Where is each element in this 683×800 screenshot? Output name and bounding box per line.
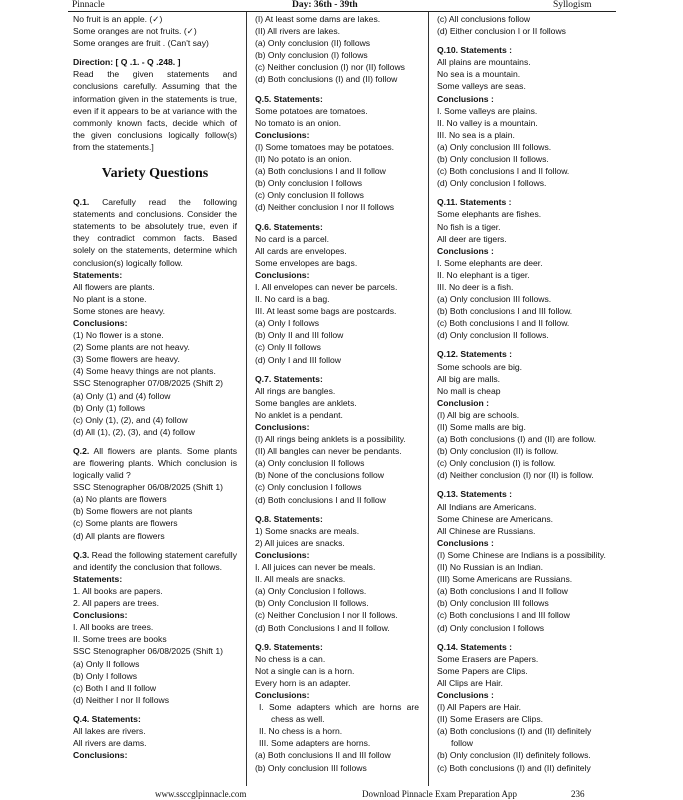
text-line: Some elephants are fishes. xyxy=(437,209,542,220)
option: (a) Both conclusions I and II follow xyxy=(437,586,568,597)
text-line: Some oranges are not fruits. (✓) xyxy=(73,26,197,37)
header-topic: Syllogism xyxy=(553,0,592,10)
text-line: Conclusions: xyxy=(255,269,310,280)
text-line: Some potatoes are tomatoes. xyxy=(255,105,368,116)
text-line: No sea is a mountain. xyxy=(437,69,521,80)
option: (d) All (1), (2), (3), and (4) follow xyxy=(73,426,195,437)
question-7-title: Q.7. Statements: xyxy=(255,373,323,384)
text-line: Conclusions : xyxy=(437,93,494,104)
text-line: All Indians are Americans. xyxy=(437,501,537,512)
column-3 xyxy=(437,13,606,774)
text-line: No fruit is an apple. (✓) xyxy=(73,14,163,24)
text-line: I. Some adapters which are horns are chess as well. xyxy=(259,702,419,725)
option: (d) Only I and III follow xyxy=(255,354,341,365)
text-line: Conclusions : xyxy=(437,689,494,700)
text-line: (II) No potato is an onion. xyxy=(255,154,352,165)
text-line: All cards are envelopes. xyxy=(255,245,347,256)
text-line: I. All juices can never be meals. xyxy=(255,562,376,573)
page-number: 236 xyxy=(571,789,585,799)
option: (c) Only conclusion (I) is follow. xyxy=(437,458,556,469)
text-line: Some schools are big. xyxy=(437,361,523,372)
column-1 xyxy=(73,13,237,761)
section-title: Variety Questions xyxy=(101,166,209,182)
option: (b) None of the conclusions follow xyxy=(255,470,384,481)
option: (d) Only conclusion II follows. xyxy=(437,330,549,341)
text-line: (3) Some flowers are heavy. xyxy=(73,354,180,365)
text-line: All flowers are plants. xyxy=(73,281,155,292)
option: (d) Only conclusion I follows xyxy=(437,622,544,633)
header-day-range: Day: 36th - 39th xyxy=(292,0,358,10)
option: (c) Neither Conclusion I nor II follows. xyxy=(255,610,398,621)
direction-label: Direction: [ Q .1. - Q .248. ] xyxy=(73,57,181,68)
text-line: Conclusions: xyxy=(73,750,128,761)
text-line: (II) Some malls are big. xyxy=(437,422,526,432)
text-line: All Chinese are Russians. xyxy=(437,525,536,536)
text-line: Conclusions: xyxy=(255,129,310,140)
question-14-title: Q.14. Statements : xyxy=(437,641,512,652)
question-3-prompt: Q.3. Read the following statement carefully and identify the conclusion that follows. xyxy=(73,549,238,572)
text-line: 2) All juices are snacks. xyxy=(255,537,345,548)
text-line: (II) No Russian is an Indian. xyxy=(437,562,544,573)
text-line: Some oranges are fruit . (Can't say) xyxy=(73,38,209,49)
option: (d) All plants are flowers xyxy=(73,530,165,541)
option: (c) All conclusions follow xyxy=(437,14,531,24)
text-line: Conclusions: xyxy=(73,317,128,328)
text-line: 2. All papers are trees. xyxy=(73,598,159,609)
option: (b) Only conclusion II follows. xyxy=(437,154,549,165)
option: (a) Both conclusions II and III follow xyxy=(255,750,391,761)
text-line: Not a single can is a horn. xyxy=(255,665,355,676)
text-line: Some Chinese are Americans. xyxy=(437,513,554,524)
column-divider-1 xyxy=(246,12,247,786)
column-divider-2 xyxy=(428,12,429,786)
footer-app-promo: Download Pinnacle Exam Preparation App xyxy=(362,789,517,799)
text-line: III. Some adapters are horns. xyxy=(259,738,371,749)
option: (d) Only conclusion I follows. xyxy=(437,178,547,189)
option: (b) Only Conclusion II follows. xyxy=(255,598,369,609)
text-line: No card is a parcel. xyxy=(255,233,330,244)
column-2 xyxy=(255,13,419,774)
text-line: Some bangles are anklets. xyxy=(255,397,357,408)
text-line: I. All envelopes can never be parcels. xyxy=(255,281,398,292)
option: (b) Only (1) follows xyxy=(73,402,146,413)
text-line: All plains are mountains. xyxy=(437,57,531,68)
text-line: I. All books are trees. xyxy=(73,622,154,633)
header-rule xyxy=(68,11,616,12)
option: (c) Only conclusion II follows xyxy=(255,190,364,201)
text-line: (II) All bangles can never be pendants. xyxy=(255,446,402,457)
text-line: (I) All rings being anklets is a possibility. xyxy=(255,434,406,445)
text-line: Statements: xyxy=(73,269,123,280)
text-line: (1) No flower is a stone. xyxy=(73,330,164,341)
question-9-title: Q.9. Statements: xyxy=(255,641,323,652)
text-line: Every horn is an adapter. xyxy=(255,677,351,688)
text-line: III. No sea is a plain. xyxy=(437,129,515,140)
text-line: Some Erasers are Papers. xyxy=(437,653,539,664)
option: (b) Only conclusion III follows xyxy=(437,598,549,609)
text-line: II. All meals are snacks. xyxy=(255,574,346,585)
text-line: (4) Some heavy things are not plants. xyxy=(73,366,216,377)
option: (a) No plants are flowers xyxy=(73,494,167,505)
option: (a) Both conclusions (I) and (II) definitely follow xyxy=(437,726,592,749)
option: (c) Neither conclusion (I) nor (II) follows xyxy=(255,62,405,73)
question-10-title: Q.10. Statements : xyxy=(437,45,512,56)
option: (a) Only II follows xyxy=(73,658,140,669)
text-line: SSC Stenographer 06/08/2025 (Shift 1) xyxy=(73,646,224,657)
text-line: (I) All Papers are Hair. xyxy=(437,702,522,713)
option: (b) Only conclusion (II) definitely follows. xyxy=(437,750,591,761)
option: (b) Only conclusion I follows xyxy=(255,178,362,189)
text-line: III. No deer is a fish. xyxy=(437,281,514,292)
text-line: All rivers are dams. xyxy=(73,738,147,749)
page-footer xyxy=(0,788,683,800)
option: (d) Neither conclusion I nor II follows xyxy=(255,202,394,213)
question-13-title: Q.13. Statements : xyxy=(437,489,512,500)
text-line: I. Some valleys are plains. xyxy=(437,105,538,116)
option: (d) Neither conclusion (I) nor (II) is follow. xyxy=(437,470,594,481)
option: (a) Only (1) and (4) follow xyxy=(73,390,171,401)
text-line: No tomato is an onion. xyxy=(255,117,341,128)
option: (b) Some flowers are not plants xyxy=(73,506,193,517)
text-line: 1. All books are papers. xyxy=(73,585,163,596)
text-line: (I) Some Chinese are Indians is a possibility. xyxy=(437,549,606,560)
text-line: All deer are tigers. xyxy=(437,233,507,244)
option: (a) Only conclusion II follows xyxy=(255,458,365,469)
option: (a) Both conclusions (I) and (II) are follow. xyxy=(437,434,597,445)
text-line: (2) Some plants are not heavy. xyxy=(73,342,190,353)
text-line: 1) Some snacks are meals. xyxy=(255,525,360,536)
text-line: II. No card is a bag. xyxy=(255,294,330,305)
direction-text: Read the given statements and conclusions carefully. Assuming that the information given in the statements is true, even if it appears to be at variance with the commonly known facts, decide which of the given conclusions logically follow(s) from the statements.] xyxy=(73,69,237,152)
option: (b) Only I follows xyxy=(73,670,137,681)
text-line: Statements: xyxy=(73,573,123,584)
text-line: All lakes are rivers. xyxy=(73,725,146,736)
text-line: Conclusion : xyxy=(437,397,490,408)
text-line: (III) Some Americans are Russians. xyxy=(437,574,573,585)
option: (d) Both conclusions (I) and (II) follow xyxy=(255,74,398,85)
option: (c) Only II follows xyxy=(255,342,321,353)
text-line: All rings are bangles. xyxy=(255,385,336,396)
option: (d) Both conclusions I and II follow xyxy=(255,494,386,505)
option: (a) Only Conclusion I follows. xyxy=(255,586,367,597)
option: (a) Only I follows xyxy=(255,318,319,329)
question-4-title: Q.4. Statements: xyxy=(73,713,141,724)
text-line: II. No chess is a horn. xyxy=(259,726,343,737)
text-line: SSC Stenographer 07/08/2025 (Shift 2) xyxy=(73,378,224,389)
text-line: No plant is a stone. xyxy=(73,293,147,304)
footer-website: www.ssccglpinnacle.com xyxy=(155,789,247,799)
question-11-title: Q.11. Statements : xyxy=(437,197,512,208)
text-line: III. At least some bags are postcards. xyxy=(255,306,397,317)
text-line: II. No valley is a mountain. xyxy=(437,117,538,128)
option: (c) Only conclusion I follows xyxy=(255,482,362,493)
option: (a) Both conclusions I and II follow xyxy=(255,166,386,177)
option: (a) Only conclusion III follows. xyxy=(437,294,552,305)
text-line: No anklet is a pendant. xyxy=(255,409,343,420)
text-line: All Clips are Hair. xyxy=(437,677,503,688)
text-line: All big are malls. xyxy=(437,373,501,384)
question-5-title: Q.5. Statements: xyxy=(255,93,323,104)
text-line: No fish is a tiger. xyxy=(437,221,501,232)
option: (c) Some plants are flowers xyxy=(73,518,178,529)
page-header xyxy=(0,0,683,11)
text-line: Conclusions: xyxy=(255,422,310,432)
option: (b) Only conclusion III follows xyxy=(255,762,367,773)
text-line: Some envelopes are bags. xyxy=(255,257,358,268)
text-line: Conclusions : xyxy=(437,537,494,548)
text-line: Conclusions: xyxy=(73,610,128,621)
text-line: (I) All big are schools. xyxy=(437,409,520,420)
text-line: SSC Stenographer 06/08/2025 (Shift 1) xyxy=(73,482,224,493)
option: (b) Only II and III follow xyxy=(255,330,344,341)
option: (a) Only conclusion III follows. xyxy=(437,141,552,152)
text-line: (II) All rivers are lakes. xyxy=(255,26,341,37)
text-line: Conclusions: xyxy=(255,549,310,560)
text-line: Some stones are heavy. xyxy=(73,305,166,316)
text-line: (I) At least some dams are lakes. xyxy=(255,14,381,24)
text-line: II. Some trees are books xyxy=(73,634,167,645)
text-line: (II) Some Erasers are Clips. xyxy=(437,714,544,725)
text-line: Conclusions : xyxy=(437,245,494,256)
text-line: Some Papers are Clips. xyxy=(437,665,528,676)
option: (b) Only conclusion (II) is follow. xyxy=(437,446,559,457)
option: (c) Both conclusions I and II follow. xyxy=(437,318,570,329)
option: (b) Only conclusion (I) follows xyxy=(255,50,368,61)
text-line: Conclusions: xyxy=(255,689,310,700)
header-publisher: Pinnacle xyxy=(72,0,105,10)
option: (a) Only conclusion (II) follows xyxy=(255,38,371,49)
text-line: I. Some elephants are deer. xyxy=(437,257,543,268)
option: (d) Both Conclusions I and II follow. xyxy=(255,622,390,633)
option: (c) Both conclusions I and II follow. xyxy=(437,166,570,177)
text-line: (I) Some tomatoes may be potatoes. xyxy=(255,141,394,152)
option: (d) Neither I nor II follows xyxy=(73,694,169,705)
text-line: No chess is a can. xyxy=(255,653,326,664)
text-line: Some valleys are seas. xyxy=(437,81,526,92)
option: (d) Either conclusion I or II follows xyxy=(437,26,566,37)
text-line: No mall is cheap xyxy=(437,385,501,396)
option: (c) Both I and II follow xyxy=(73,682,157,693)
question-8-title: Q.8. Statements: xyxy=(255,513,323,524)
option: (c) Both conclusions (I) and (II) definitely xyxy=(437,762,591,773)
question-12-title: Q.12. Statements : xyxy=(437,349,512,360)
question-1-prompt: Q.1. Carefully read the following statements and conclusions. Consider the statements to be absolutely true, even if they contradict common facts. Based solely on the statements, determine which conclusion(s) logically follow. xyxy=(73,197,237,268)
option: (c) Only (1), (2), and (4) follow xyxy=(73,414,188,425)
question-2-prompt: Q.2. All flowers are plants. Some plants are flowering plants. Which conclusion is logically valid ? xyxy=(73,445,237,481)
option: (c) Both conclusions I and III follow xyxy=(437,610,570,621)
question-6-title: Q.6. Statements: xyxy=(255,221,323,232)
option: (b) Both conclusions I and III follow. xyxy=(437,306,573,317)
text-line: II. No elephant is a tiger. xyxy=(437,269,530,280)
